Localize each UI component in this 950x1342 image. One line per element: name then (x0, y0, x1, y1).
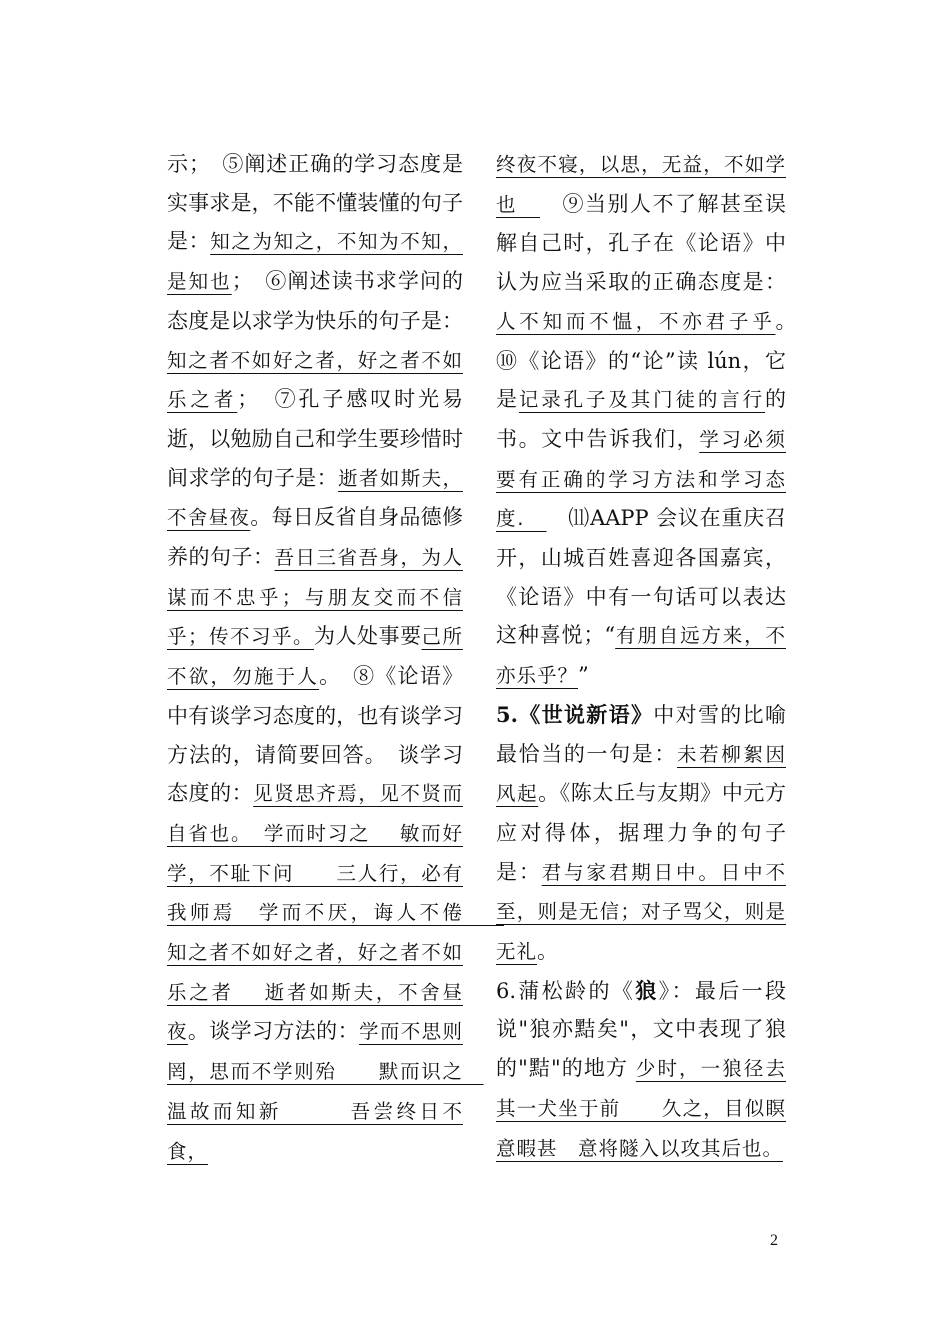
answer-text: 少时，一狼径去其一犬坐于前 久之，目似瞑意暇甚 意将隧入以攻其后也。 (496, 1057, 786, 1160)
question-text: 6.蒲松龄的《 (496, 978, 636, 1003)
question-text: 。《陈太丘与友期》中元方应对得体，据理力争的句子是： (496, 781, 786, 884)
answer-text: 记录孔子及其门徒的言行 (518, 388, 765, 412)
question-text: ⑾AAPP 会议在重庆召开，山城百姓喜迎各国嘉宾，《论语》中有一句话可以表达这种喜悦；“ (496, 506, 787, 648)
bold-text: 狼 (635, 977, 659, 1003)
answer-text: 未若柳絮因风起 (496, 742, 786, 806)
question-text: 。 (537, 939, 559, 964)
answer-text: 君与家君期日中。日中不至，则是无信；对子骂父，则是无礼 (496, 860, 786, 964)
answer-text: 见贤思齐焉，见不贤而自省也。 学而时习之 敏而好学，不耻下问 三人行，必有我师焉 学而不厌，诲人不倦 知之者不如好之者，好之者不如乐之者 逝者如斯夫，不舍昼夜 (167, 782, 505, 1044)
question-text: 为人处事要 (313, 624, 422, 649)
question-text: 。 ⑧《论语》中有谈学习态度的，也有谈学习方法的，请简要回答。 谈学习态度的： (167, 664, 463, 806)
question-text: 》：最后一段说"狼亦黠矣"，文中表现了狼的"黠"的地方 (496, 978, 786, 1081)
answer-text: 人不知而不愠，不亦君子乎 (496, 309, 776, 333)
question-text: 中对雪的比喻最恰当的一句是： (496, 702, 786, 766)
question-text: ； ⑥阐述读书求学问的态度是以求学为快乐的句子是： (167, 269, 463, 333)
answer-text: 有朋自远方来，不亦乐乎？ (496, 624, 786, 688)
page-number: 2 (770, 1232, 778, 1249)
answer-text: 学习必须要有正确的学习方法和学习态度. (496, 427, 786, 531)
question-text: 。谈学习方法的： (187, 1019, 359, 1044)
answer-text: 逝者如斯夫，不舍昼夜 (167, 466, 463, 530)
question-text: 示； ⑤阐述正确的学习态度是实事求是，不能不懂装懂的句子是： (167, 152, 463, 254)
question-text: 的书。文中告诉我们， (496, 387, 786, 451)
question-text: ” (578, 663, 589, 688)
question-text: 。每日反省自身品德修养的句子： (167, 505, 463, 570)
question-text: ⑨当别人不了解甚至误解自己时，孔子在《论语》中认为应当采取的正确态度是： (496, 191, 786, 295)
answer-text: 己所不欲，勿施于人 (167, 625, 463, 689)
left-column (167, 145, 505, 1171)
answer-text: 学而不思则罔，思而不学则殆 默而识之 温故而知新 吾尝终日不食， (167, 1020, 484, 1163)
answer-text: 知之为知之，不知为不知，是知也 (167, 230, 463, 294)
question-text: 。 ⑩《论语》的“论”读 lún，它是 (496, 308, 807, 412)
bold-text: 5.《世说新语》 (496, 701, 654, 727)
answer-text: 知之者不如好之者，好之者不如乐之者 (167, 348, 463, 412)
answer-text: 终夜不寝，以思，无益，不如学也 (496, 153, 786, 216)
question-text: ； ⑦孔子感叹时光易逝，以勉励自己和学生要珍惜时间求学的句子是： (167, 387, 463, 490)
answer-text: 吾日三省吾身，为人谋而不忠乎；与朋友交而不信乎；传不习乎。 (167, 546, 463, 649)
right-column (496, 145, 807, 1168)
